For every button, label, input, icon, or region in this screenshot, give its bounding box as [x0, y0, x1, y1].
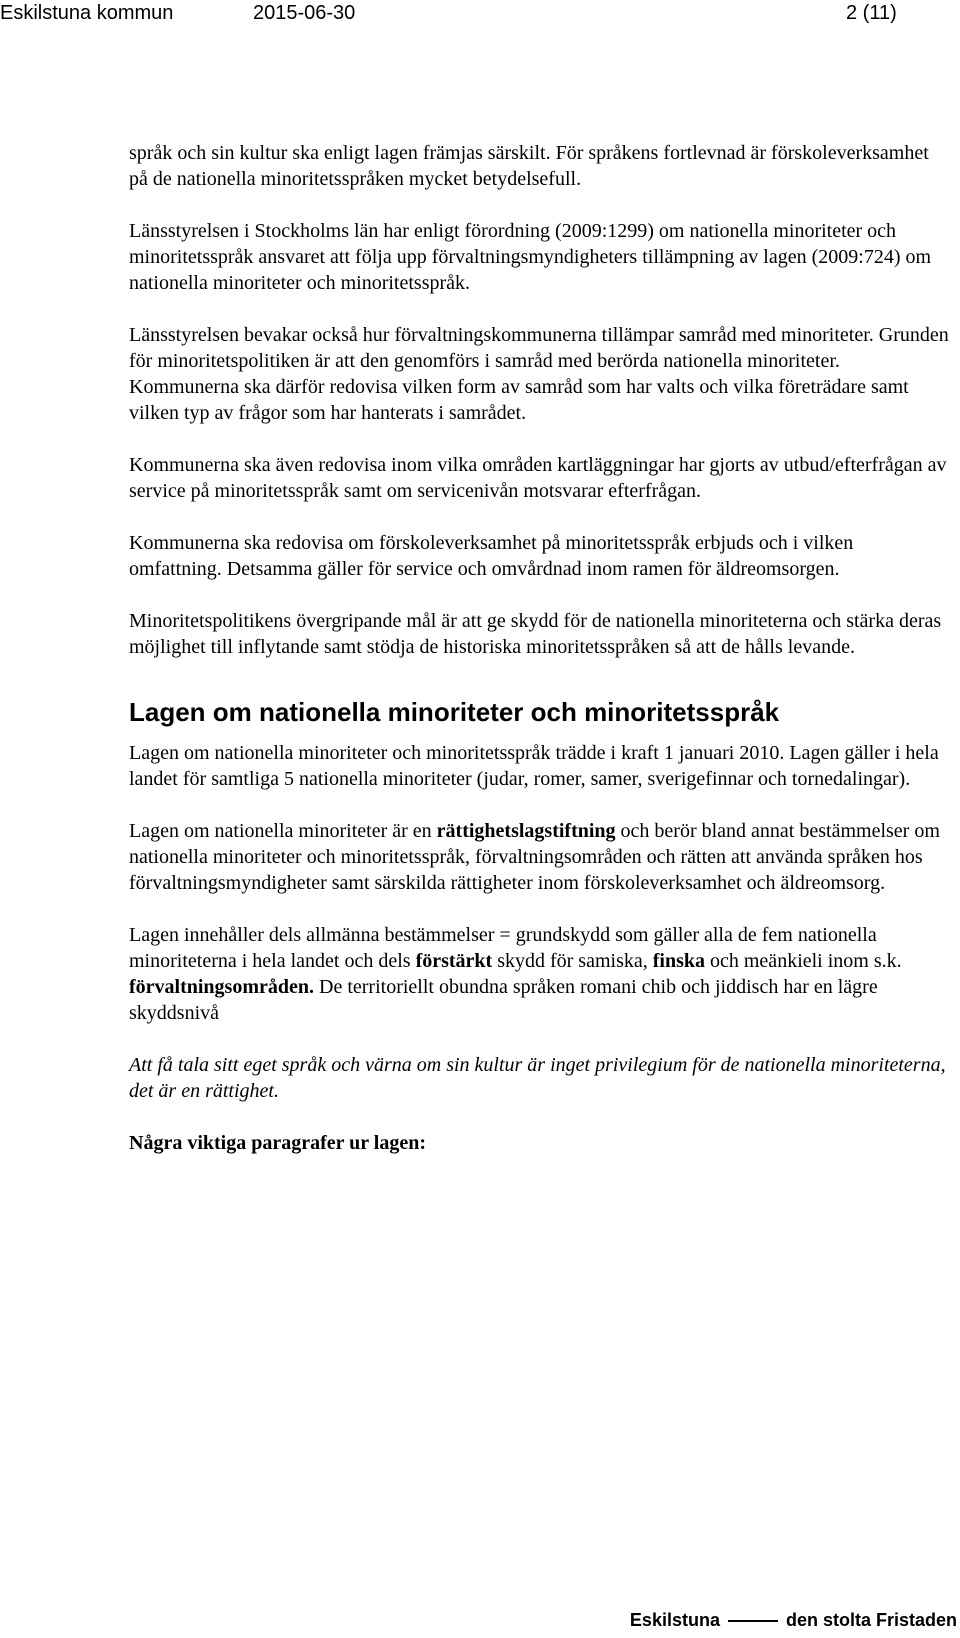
page-header [0, 0, 960, 30]
paragraph-3: Länsstyrelsen bevakar också hur förvaltningskommunerna tillämpar samråd med minoriteter. Grunden för minoritetspolitiken är att den genomförs i samråd med berörda nationella minoriteter. Kommunerna ska därför redovisa vilken form av samråd som har valts och vilka företrädare samt vilken typ av frågor som har hanterats i samrådet. [129, 324, 949, 424]
footer-dash [728, 1620, 778, 1622]
paragraph-9-text-2: skydd för samiska, [492, 950, 653, 972]
paragraph-4: Kommunerna ska även redovisa inom vilka områden kartläggningar har gjorts av utbud/efterfrågan av service på minoritetsspråk samt om servicenivån motsvarar efterfrågan. [129, 454, 947, 502]
paragraph-9-bold-3: förvaltningsområden. [129, 976, 314, 998]
paragraph-1: språk och sin kultur ska enligt lagen främjas särskilt. För språkens fortlevnad är förskoleverksamhet på de nationella minoritetsspråken mycket betydelsefull. [129, 142, 929, 190]
paragraph-2: Länsstyrelsen i Stockholms län har enligt förordning (2009:1299) om nationella minoriteter och minoritetsspråk ansvaret att följa upp förvaltningsmyndigheters tillämpning av lagen (2009:724) om nationella minoriteter och minoritetsspråk. [129, 220, 932, 294]
paragraph-8 [129, 818, 949, 896]
page-footer [630, 1610, 957, 1631]
paragraph-9-text-1: Lagen innehåller dels allmänna bestämmelser = grundskydd som gäller alla de fem nationella minoriteterna i hela landet och dels [129, 924, 877, 972]
header-organization: Eskilstuna kommun [0, 2, 174, 24]
subheading-paragraph [129, 1130, 949, 1156]
paragraph-5: Kommunerna ska redovisa om förskoleverksamhet på minoritetsspråk erbjuds och i vilken omfattning. Detsamma gäller för service och omvårdnad inom ramen för äldreomsorgen. [129, 532, 854, 580]
paragraph-8-text-1: Lagen om nationella minoriteter är en [129, 820, 437, 842]
paragraph-9-text-3: och meänkieli inom s.k. [705, 950, 902, 972]
section-heading: Lagen om nationella minoriteter och minoritetsspråk [129, 697, 780, 727]
paragraph-9 [129, 922, 949, 1026]
paragraph-8-bold: rättighetslagstiftning [436, 820, 616, 842]
quote-paragraph [129, 1052, 949, 1104]
footer-left: Eskilstuna [629, 1610, 720, 1630]
paragraph-8-text-2: och berör bland annat bestämmelser om nationella minoriteter och minoritetsspråk, förvaltningsområden och rätten att använda språken hos förvaltningsmyndigheter samt särskilda rättigheter inom förskoleverksamhet och äldreomsorg. [129, 820, 940, 894]
paragraph-7: Lagen om nationella minoriteter och minoritetsspråk trädde i kraft 1 januari 2010. Lagen gäller i hela landet för samtliga 5 nationella minoriteter (judar, romer, samer, sverigefinnar och tornedalingar). [129, 742, 939, 790]
paragraph-9-text-4: De territoriellt obundna språken romani chib och jiddisch har en lägre skyddsnivå [129, 976, 878, 1024]
paragraph-9-bold-2: finska [652, 950, 705, 972]
paragraph-6: Minoritetspolitikens övergripande mål är att ge skydd för de nationella minoriteterna och stärka deras möjlighet till inflytande samt stödja de historiska minoritetsspråken så att de hålls levande. [129, 610, 942, 658]
subheading: Några viktiga paragrafer ur lagen: [129, 1132, 427, 1154]
footer-right: den stolta Fristaden [785, 1610, 957, 1630]
paragraph-9-bold-1: förstärkt [415, 950, 493, 972]
header-date: 2015-06-30 [253, 2, 356, 24]
quote-text: Att få tala sitt eget språk och värna om sin kultur är inget privilegium för de nationella minoriteterna, det är en rättighet. [129, 1054, 946, 1102]
header-page-number: 2 (11) [846, 2, 897, 24]
document-body [129, 140, 949, 1182]
